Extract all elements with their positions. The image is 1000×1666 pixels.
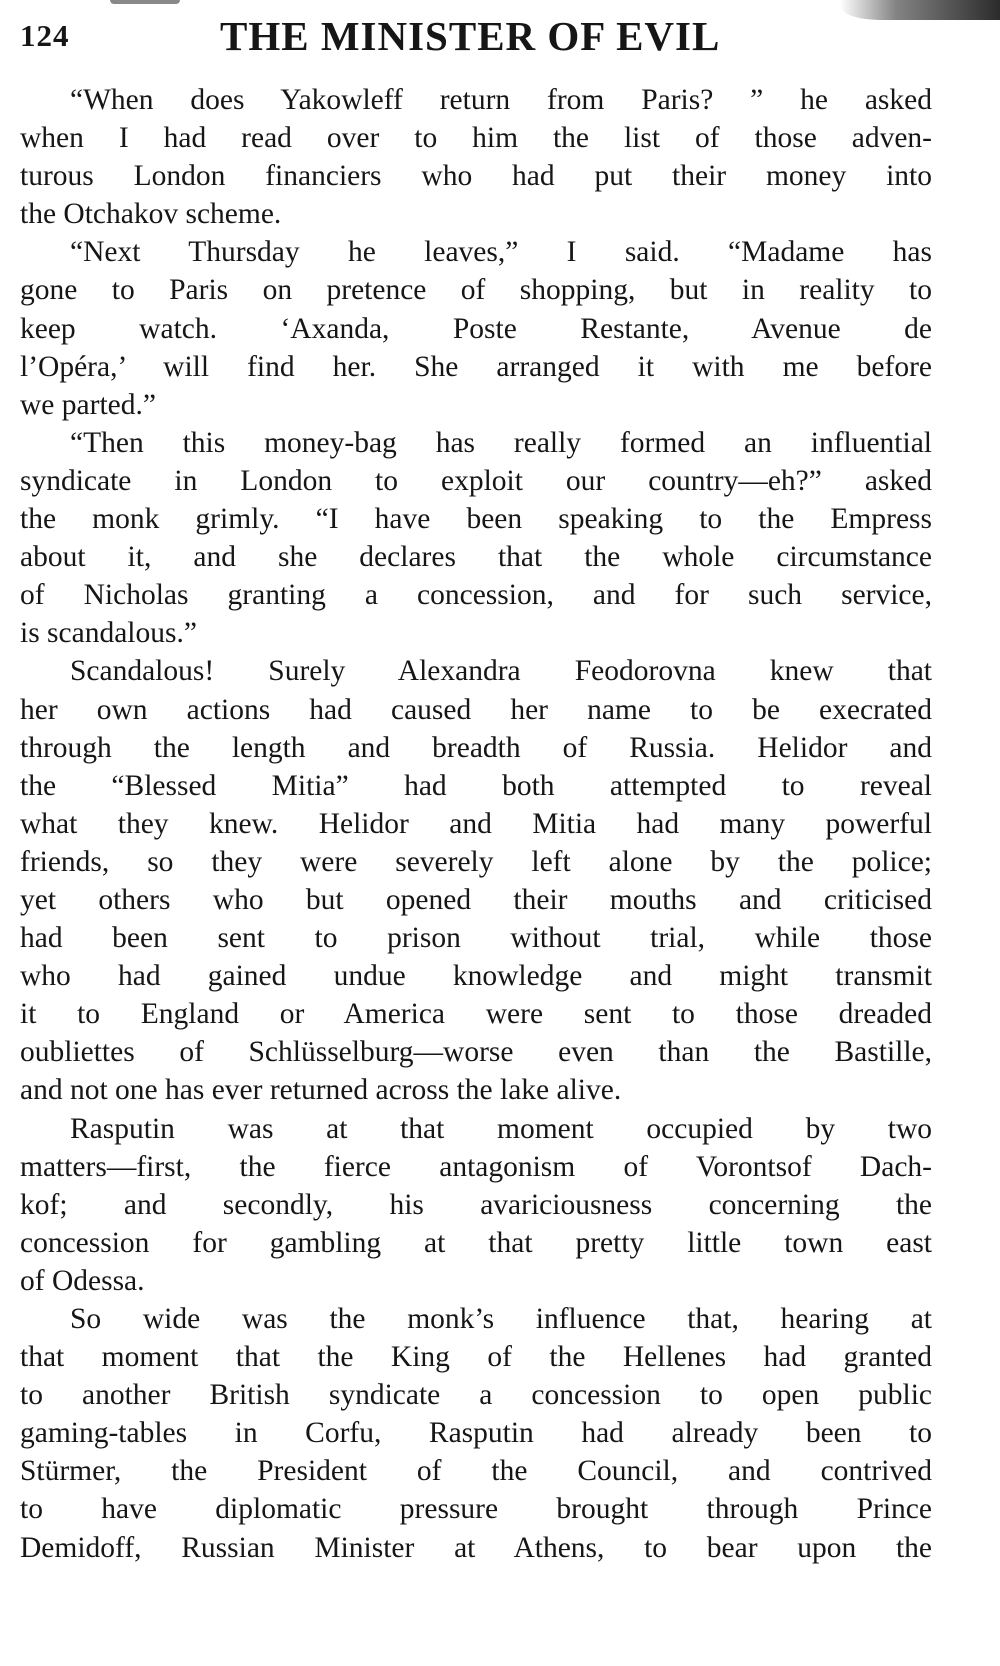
body-text [20, 81, 932, 1567]
text-line: what they knew. Helidor and Mitia had many powerful [20, 807, 932, 840]
text-line: friends, so they were severely left alone by the police; [20, 845, 932, 878]
text-line: yet others who but opened their mouths and criticised [20, 883, 932, 916]
text-line: to another British syndicate a concession to open public [20, 1379, 932, 1412]
scan-mark [110, 0, 180, 4]
text-line: So wide was the monk’s influence that, hearing at [70, 1303, 932, 1335]
text-line: who had gained undue knowledge and might transmit [20, 960, 932, 993]
text-line: Demidoff, Russian Minister at Athens, to bear upon the [20, 1531, 932, 1564]
text-line: Stürmer, the President of the Council, and contrived [20, 1455, 932, 1488]
text-line: “When does Yakowleff return from Paris? ” he asked [70, 84, 932, 116]
text-line: through the length and breadth of Russia. Helidor and [20, 731, 932, 764]
text-line: about it, and she declares that the whole circumstance [20, 541, 932, 574]
text-line: it to England or America were sent to those dreaded [20, 998, 932, 1031]
text-line: Scandalous! Surely Alexandra Feodorovna knew that [70, 655, 932, 688]
text-line: matters—first, the fierce antagonism of Vorontsof Dach- [20, 1150, 932, 1183]
page-number: 124 [20, 18, 70, 53]
running-title: THE MINISTER OF EVIL [220, 13, 721, 59]
text-line: “Next Thursday he leaves,” I said. “Madame has [70, 236, 932, 269]
text-line: the Otchakov scheme. [20, 198, 282, 231]
text-line: turous London financiers who had put their money into [20, 160, 932, 193]
text-line: that moment that the King of the Hellenes had granted [20, 1341, 932, 1374]
text-line: “Then this money-bag has really formed an influential [70, 426, 932, 459]
text-line: keep watch. ‘Axanda, Poste Restante, Avenue de [20, 312, 932, 345]
text-line: the “Blessed Mitia” had both attempted to reveal [20, 769, 932, 802]
text-line: of Odessa. [20, 1264, 145, 1297]
text-line: is scandalous.” [20, 617, 197, 650]
text-line: syndicate in London to exploit our country—eh?” asked [20, 464, 932, 497]
text-line: oubliettes of Schlüsselburg—worse even than the Bastille, [20, 1036, 932, 1069]
text-line: gone to Paris on pretence of shopping, but in reality to [20, 274, 932, 307]
text-line: we parted.” [20, 388, 156, 421]
text-line: concession for gambling at that pretty little town east [20, 1226, 932, 1259]
text-line: to have diplomatic pressure brought through Prince [20, 1493, 932, 1526]
text-line: her own actions had caused her name to be execrated [20, 693, 932, 726]
text-line: and not one has ever returned across the lake alive. [20, 1074, 622, 1107]
text-line: Rasputin was at that moment occupied by two [70, 1112, 932, 1145]
text-line: gaming-tables in Corfu, Rasputin had already been to [20, 1417, 932, 1450]
text-line: had been sent to prison without trial, while those [20, 922, 932, 955]
text-line: of Nicholas granting a concession, and for such service, [20, 579, 932, 612]
text-line: kof; and secondly, his avariciousness concerning the [20, 1188, 932, 1221]
page-header [20, 12, 960, 64]
text-line: l’Opéra,’ will find her. She arranged it with me before [20, 350, 932, 383]
text-line: the monk grimly. “I have been speaking to the Empress [20, 503, 932, 536]
text-line: when I had read over to him the list of those adven- [20, 122, 932, 155]
